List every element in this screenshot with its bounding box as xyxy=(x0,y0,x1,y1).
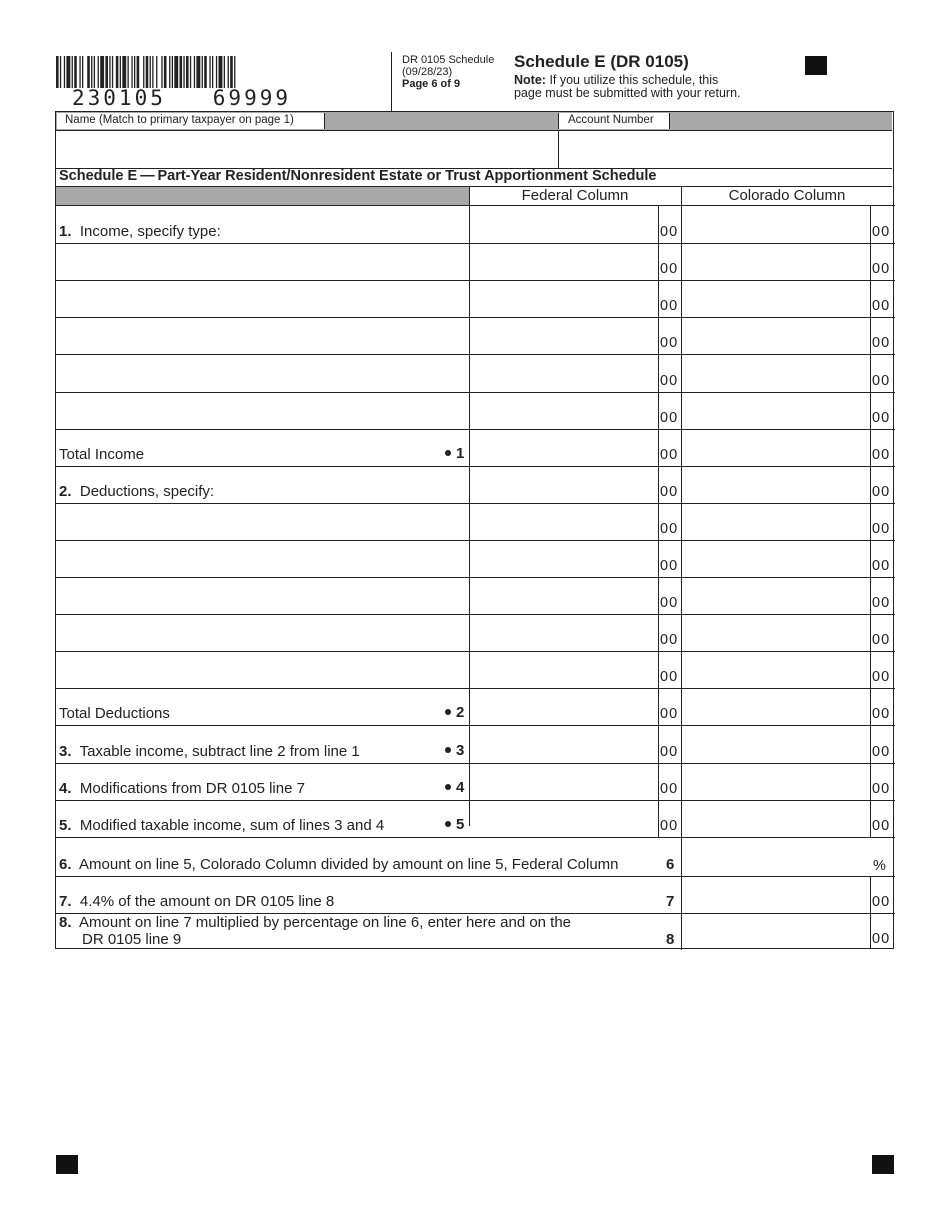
colorado-amount-field[interactable] xyxy=(682,429,870,465)
barcode-bar xyxy=(180,56,183,88)
federal-cents: 00 xyxy=(660,335,679,351)
row-description-field[interactable] xyxy=(57,280,468,316)
form-id: DR 0105 Schedule xyxy=(402,54,495,66)
line-8-colorado-field[interactable] xyxy=(682,914,870,949)
barcode-bar xyxy=(94,56,95,88)
barcode-bar xyxy=(216,56,217,88)
note-text: If you utilize this schedule, this xyxy=(549,73,719,87)
colorado-amount-field[interactable] xyxy=(682,503,870,539)
colorado-cents: 00 xyxy=(872,595,891,611)
barcode-bar xyxy=(112,56,113,88)
row-description-field[interactable] xyxy=(57,354,468,391)
federal-amount-field[interactable] xyxy=(470,725,658,762)
colorado-cents: 00 xyxy=(872,744,891,760)
federal-amount-field[interactable] xyxy=(470,800,658,836)
barcode-bar xyxy=(60,56,61,88)
barcode-bar xyxy=(190,56,191,88)
colorado-amount-field[interactable] xyxy=(682,206,870,242)
barcode-bar xyxy=(194,56,195,88)
row-description-field[interactable] xyxy=(57,392,468,428)
row-description-field[interactable] xyxy=(57,577,468,613)
name-field[interactable] xyxy=(57,131,557,167)
colorado-cents: 00 xyxy=(872,410,891,426)
row-mark: 3 xyxy=(456,742,465,759)
bullet-icon xyxy=(445,821,451,827)
colorado-column-header: Colorado Column xyxy=(728,187,846,204)
federal-cents: 00 xyxy=(660,595,679,611)
federal-amount-field[interactable] xyxy=(470,466,658,502)
barcode-bar xyxy=(82,56,83,88)
federal-cents: 00 xyxy=(660,706,679,722)
barcode-bar xyxy=(56,56,59,88)
colorado-amount-field[interactable] xyxy=(682,800,870,836)
registration-mark xyxy=(805,56,827,75)
federal-column-header: Federal Column xyxy=(521,187,629,204)
federal-amount-field[interactable] xyxy=(470,206,658,242)
colorado-amount-field[interactable] xyxy=(682,725,870,762)
colorado-amount-field[interactable] xyxy=(682,763,870,799)
barcode-bar xyxy=(230,56,233,88)
federal-amount-field[interactable] xyxy=(470,763,658,799)
colorado-amount-field[interactable] xyxy=(682,392,870,428)
registration-mark-bottom-left xyxy=(56,1155,78,1174)
row-description-field[interactable] xyxy=(57,614,468,650)
barcode-bar xyxy=(116,56,119,88)
federal-cents: 00 xyxy=(660,744,679,760)
bullet-icon xyxy=(445,784,451,790)
federal-amount-field[interactable] xyxy=(470,688,658,724)
federal-cents: 00 xyxy=(660,373,679,389)
row-description-field[interactable] xyxy=(57,651,468,687)
colorado-cents: 00 xyxy=(872,261,891,277)
colorado-cents: 00 xyxy=(872,781,891,797)
row-description-field[interactable] xyxy=(57,243,468,279)
barcode-bar xyxy=(143,56,144,88)
row-label: Total Deductions xyxy=(59,705,170,722)
colorado-cents: 00 xyxy=(872,632,891,648)
barcode-bar xyxy=(172,56,173,88)
bullet-icon xyxy=(445,450,451,456)
barcode-bar xyxy=(224,56,225,88)
line-8-cents: 00 xyxy=(872,931,891,947)
barcode-bar xyxy=(156,56,157,88)
federal-amount-field[interactable] xyxy=(470,614,658,650)
colorado-cents: 00 xyxy=(872,224,891,240)
federal-cents: 00 xyxy=(660,484,679,500)
barcode-bar xyxy=(183,56,184,88)
colorado-amount-field[interactable] xyxy=(682,466,870,502)
barcode-bar xyxy=(100,56,104,88)
barcode-bar xyxy=(234,56,235,88)
form-date: (09/28/23) xyxy=(402,66,453,78)
row-label: 5. Modified taxable income, sum of lines 3 and 4 xyxy=(59,817,385,834)
colorado-amount-field[interactable] xyxy=(682,280,870,316)
federal-cents: 00 xyxy=(660,632,679,648)
colorado-amount-field[interactable] xyxy=(682,614,870,650)
schedule-form xyxy=(55,111,894,949)
colorado-cents: 00 xyxy=(872,373,891,389)
barcode-bar xyxy=(146,56,149,88)
colorado-cents: 00 xyxy=(872,484,891,500)
federal-amount-field[interactable] xyxy=(470,540,658,576)
federal-amount-field[interactable] xyxy=(470,317,658,353)
account-number-field[interactable] xyxy=(559,131,892,167)
barcode-bar xyxy=(120,56,121,88)
row-label: 1. Income, specify type: xyxy=(59,223,221,240)
barcode-bar xyxy=(64,56,65,88)
barcode-bar xyxy=(174,56,178,88)
federal-amount-field[interactable] xyxy=(470,280,658,316)
colorado-amount-field[interactable] xyxy=(682,243,870,279)
colorado-amount-field[interactable] xyxy=(682,577,870,613)
colorado-amount-field[interactable] xyxy=(682,688,870,724)
row-description-field[interactable] xyxy=(57,503,468,539)
barcode-bar xyxy=(228,56,229,88)
federal-cents: 00 xyxy=(660,410,679,426)
colorado-cents: 00 xyxy=(872,669,891,685)
federal-cents: 00 xyxy=(660,781,679,797)
barcode-bar xyxy=(196,56,200,88)
federal-cents: 00 xyxy=(660,818,679,834)
page-label: Page 6 of 9 xyxy=(402,78,461,90)
barcode xyxy=(56,56,310,88)
barcode-bar xyxy=(105,56,108,88)
line-7-colorado-field[interactable] xyxy=(682,877,870,913)
barcode-bar xyxy=(204,56,207,88)
barcode-bar xyxy=(137,56,140,88)
row-label: 2. Deductions, specify: xyxy=(59,483,215,500)
barcode-bar xyxy=(72,56,73,88)
colorado-amount-field[interactable] xyxy=(682,354,870,391)
barcode-number: 230105 69999 xyxy=(72,86,292,110)
line-6: 6. Amount on line 5, Colorado Column divided by amount on line 5, Federal Column xyxy=(59,856,619,873)
note-label: Note: xyxy=(514,73,546,87)
federal-cents: 00 xyxy=(660,558,679,574)
federal-amount-field[interactable] xyxy=(470,392,658,428)
barcode-bar xyxy=(152,56,153,88)
federal-amount-field[interactable] xyxy=(470,577,658,613)
barcode-bar xyxy=(209,56,210,88)
row-mark: 4 xyxy=(456,779,465,796)
federal-amount-field[interactable] xyxy=(470,651,658,687)
barcode-bar xyxy=(131,56,132,88)
colorado-cents: 00 xyxy=(872,335,891,351)
row-label: 3. Taxable income, subtract line 2 from line 1 xyxy=(59,743,360,760)
barcode-bar xyxy=(186,56,189,88)
line-7: 7. 4.4% of the amount on DR 0105 line 8 xyxy=(59,893,335,910)
page-title: Schedule E (DR 0105) xyxy=(514,52,689,71)
line-8-mark: 8 xyxy=(666,931,675,948)
colorado-amount-field[interactable] xyxy=(682,540,870,576)
header-divider xyxy=(391,52,392,111)
barcode-bar xyxy=(164,56,167,88)
colorado-cents: 00 xyxy=(872,298,891,314)
line-8: 8. Amount on line 7 multiplied by percentage on line 6, enter here and on the DR 0105 line 9 xyxy=(59,914,572,948)
header-band xyxy=(56,187,469,205)
bullet-icon xyxy=(445,709,451,715)
barcode-bar xyxy=(161,56,162,88)
federal-cents: 00 xyxy=(660,669,679,685)
colorado-cents: 00 xyxy=(872,558,891,574)
bullet-icon xyxy=(445,747,451,753)
barcode-bar xyxy=(128,56,129,88)
colorado-cents: 00 xyxy=(872,521,891,537)
federal-cents: 00 xyxy=(660,298,679,314)
federal-cents: 00 xyxy=(660,261,679,277)
barcode-bar xyxy=(219,56,223,88)
federal-amount-field[interactable] xyxy=(470,354,658,391)
row-label: Total Income xyxy=(59,446,145,463)
note-text-2: page must be submitted with your return. xyxy=(514,86,741,100)
federal-amount-field[interactable] xyxy=(470,243,658,279)
line-7-mark: 7 xyxy=(666,893,675,910)
row-description-field[interactable] xyxy=(57,317,468,353)
registration-mark-bottom-right xyxy=(872,1155,894,1174)
colorado-cents: 00 xyxy=(872,818,891,834)
barcode-bar xyxy=(98,56,99,88)
barcode-bar xyxy=(74,56,77,88)
federal-cents: 00 xyxy=(660,224,679,240)
colorado-cents: 00 xyxy=(872,447,891,463)
colorado-amount-field[interactable] xyxy=(682,651,870,687)
barcode-bar xyxy=(134,56,135,88)
row-label: 4. Modifications from DR 0105 line 7 xyxy=(59,780,305,797)
colorado-cents: 00 xyxy=(872,706,891,722)
line-6-mark: 6 xyxy=(666,856,675,873)
barcode-bar xyxy=(150,56,151,88)
federal-amount-field[interactable] xyxy=(470,503,658,539)
barcode-bar xyxy=(169,56,170,88)
row-description-field[interactable] xyxy=(57,540,468,576)
barcode-bar xyxy=(87,56,90,88)
federal-amount-field[interactable] xyxy=(470,429,658,465)
line-7-cents: 00 xyxy=(872,894,891,910)
row-mark: 1 xyxy=(456,445,465,462)
barcode-bar xyxy=(109,56,110,88)
line-6-colorado-field[interactable] xyxy=(682,839,892,875)
barcode-bar xyxy=(66,56,70,88)
name-label: Name (Match to primary taxpayer on page 1) xyxy=(57,113,325,129)
percent-sign: % xyxy=(873,858,886,874)
federal-cents: 00 xyxy=(660,447,679,463)
barcode-bar xyxy=(212,56,213,88)
account-label: Account Number xyxy=(558,113,670,129)
schedule-heading: Schedule E — Part-Year Resident/Nonresident Estate or Trust Apportionment Schedule xyxy=(59,168,657,184)
barcode-bar xyxy=(91,56,92,88)
barcode-bar xyxy=(122,56,126,88)
federal-cents: 00 xyxy=(660,521,679,537)
row-mark: 2 xyxy=(456,704,465,721)
barcode-bar xyxy=(202,56,203,88)
row-mark: 5 xyxy=(456,816,465,833)
barcode-bar xyxy=(79,56,80,88)
colorado-amount-field[interactable] xyxy=(682,317,870,353)
